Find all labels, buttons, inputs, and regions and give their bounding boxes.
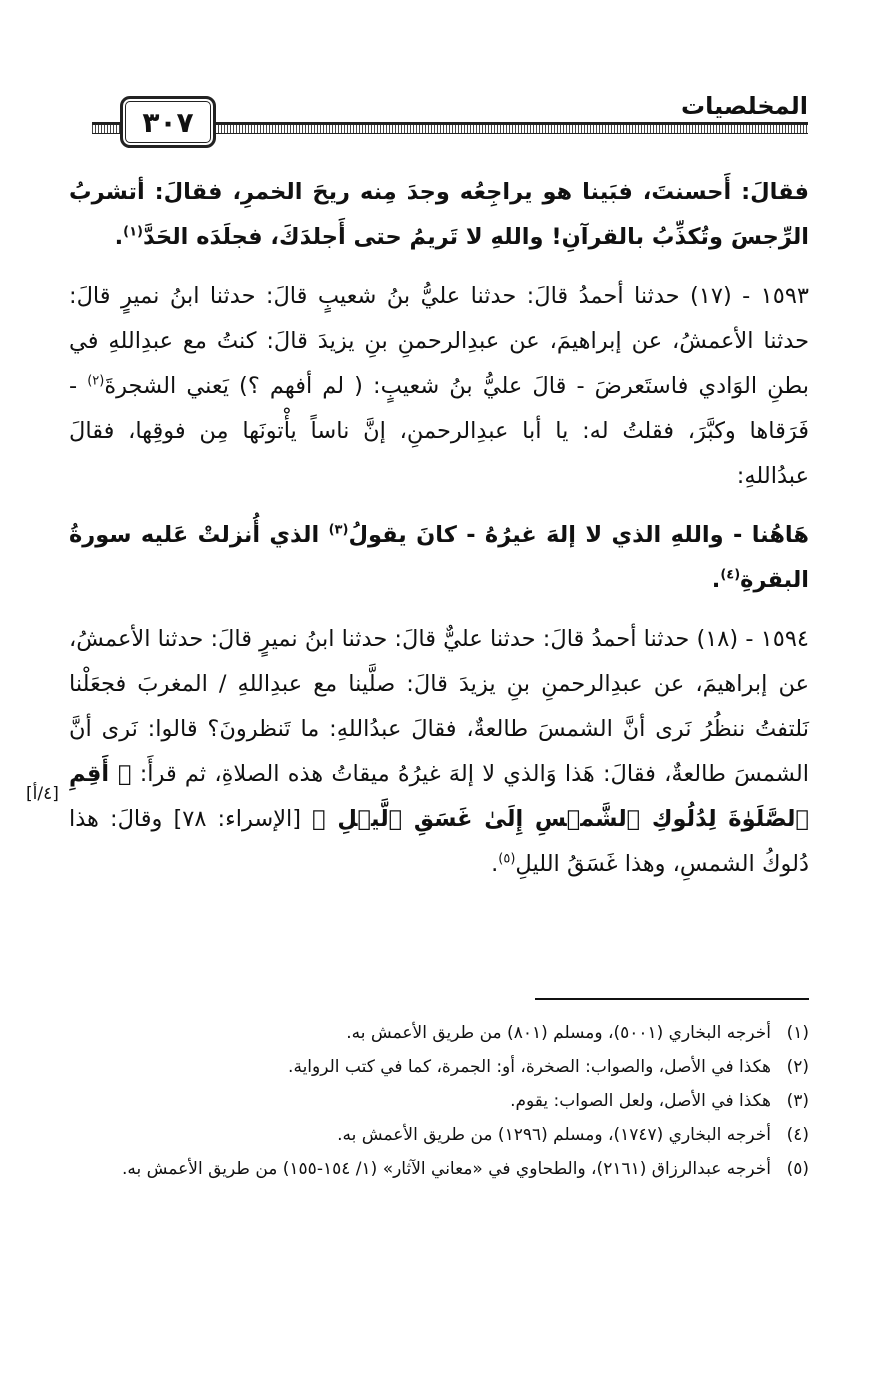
footnote-ref-5: (٥): [498, 851, 516, 867]
footnote-ref-2: (٢): [87, 373, 105, 389]
footnote-text: أخرجه عبدالرزاق (٢١٦١)، والطحاوي في «معاني الآثار» (١/ ١٥٤-١٥٥) من طريق الأعمش به.: [121, 1159, 771, 1179]
footnote-4: [69, 1120, 809, 1151]
quote-end: .: [711, 567, 721, 593]
paragraph-1-text: فقالَ: أَحسنتَ، فبَينا هو يراجِعُه وجدَ مِنه ريحَ الخمرِ، فقالَ: أتشربُ الرِّجسَ وتُكذِّبُ بالقرآنِ! واللهِ لا تَريمُ حتى أَجلدَكَ، فجلَدَه الحَدَّ: [69, 179, 809, 250]
footnote-ref-3: (٣): [328, 522, 349, 538]
hadith-1594-text-b: [الإسراء: ٧٨] وقالَ: هذا دُلوكُ الشمسِ، وهذا غَسَقُ الليلِ: [69, 806, 809, 877]
hadith-1593-text-b: - فَرَقاها وكبَّرَ، فقلتُ له: يا أبا عبدِالرحمنِ، إنَّ ناساً يأْتونَها مِن فوقِها، فقالَ عبدُاللهِ:: [69, 373, 809, 489]
footnote-number: (٢): [786, 1057, 809, 1077]
footnotes: [69, 1018, 809, 1188]
footnote-3: [69, 1086, 809, 1117]
footnote-text: هكذا في الأصل، والصواب: الصخرة، أو: الجمرة، كما في كتب الرواية.: [288, 1057, 771, 1077]
hadith-1593: [69, 274, 809, 499]
footnote-2: [69, 1052, 809, 1083]
footnote-number: (٥): [786, 1159, 809, 1179]
quote-paragraph: [69, 513, 809, 603]
page-number: ٣٠٧: [120, 96, 216, 148]
footnote-ref-1: (١): [123, 224, 143, 240]
quote-text-a: هَاهُنا - واللهِ الذي لا إلهَ غيرُهُ - كانَ يقولُ: [348, 522, 809, 548]
hadith-1594-text-a: ١٥٩٤ - (١٨) حدثنا أحمدُ قالَ: حدثنا عليٌّ قالَ: حدثنا ابنُ نميرٍ قالَ: حدثنا الأعمشُ، عن إبراهيمَ، عن عبدِالرحمنِ بنِ يزيدَ قالَ: صلَّينا مع عبدِاللهِ / المغربَ فجعَلْنا نَلتفتُ ننظُرُ نَرى أنَّ الشمسَ طالعةٌ، فقالَ عبدُاللهِ: ما تَنظرونَ؟ قالوا: نَرى أنَّ الشمسَ طالعةٌ، فقالَ: هَذا وَالذي لا إلهَ غيرُهُ ميقاتُ هذه الصلاةِ، ثم قرأَ:: [69, 626, 809, 787]
footnote-1: [69, 1018, 809, 1049]
footnote-ref-4: (٤): [720, 567, 741, 583]
paragraph-1: [69, 170, 809, 260]
hadith-1594-end: .: [491, 851, 499, 877]
main-text: [69, 170, 809, 901]
page-header: [92, 92, 808, 148]
quran-verse: ﴿ أَقِمِ ٱلصَّلَوٰةَ لِدُلُوكِ ٱلشَّمۡسِ إِلَىٰ غَسَقِ ٱلَّيۡلِ ﴾: [69, 761, 809, 832]
hadith-1594: [69, 617, 809, 887]
footnote-text: أخرجه البخاري (٥٠٠١)، ومسلم (٨٠١) من طريق الأعمش به.: [346, 1023, 771, 1043]
footnote-5: [69, 1154, 809, 1185]
footnote-divider: [535, 998, 809, 1000]
footnote-number: (٤): [786, 1125, 809, 1145]
footnote-text: هكذا في الأصل، ولعل الصواب: يقوم.: [510, 1091, 771, 1111]
manuscript-folio-marker: [٤/أ]: [26, 784, 59, 804]
footnote-number: (٣): [786, 1091, 809, 1111]
quote-text-b: الذي أُنزلتْ عَليه سورةُ البقرةِ: [69, 522, 809, 593]
footnote-text: أخرجه البخاري (١٧٤٧)، ومسلم (١٢٩٦) من طريق الأعمش به.: [337, 1125, 771, 1145]
paragraph-1-end: .: [114, 224, 124, 250]
running-title: المخلصيات: [681, 92, 808, 120]
hadith-1593-text-a: ١٥٩٣ - (١٧) حدثنا أحمدُ قالَ: حدثنا عليُّ بنُ شعيبٍ قالَ: حدثنا ابنُ نميرٍ قالَ: حدثنا الأعمشُ، عن إبراهيمَ، عن عبدِالرحمنِ بنِ يزيدَ قالَ: كنتُ مع عبدِاللهِ في بطنِ الوَادي فاستَعرضَ - قالَ عليُّ بنُ شعيبٍ: ( لم أفهم ؟) يَعني الشجرةَ: [69, 283, 809, 399]
footnote-number: (١): [786, 1023, 809, 1043]
